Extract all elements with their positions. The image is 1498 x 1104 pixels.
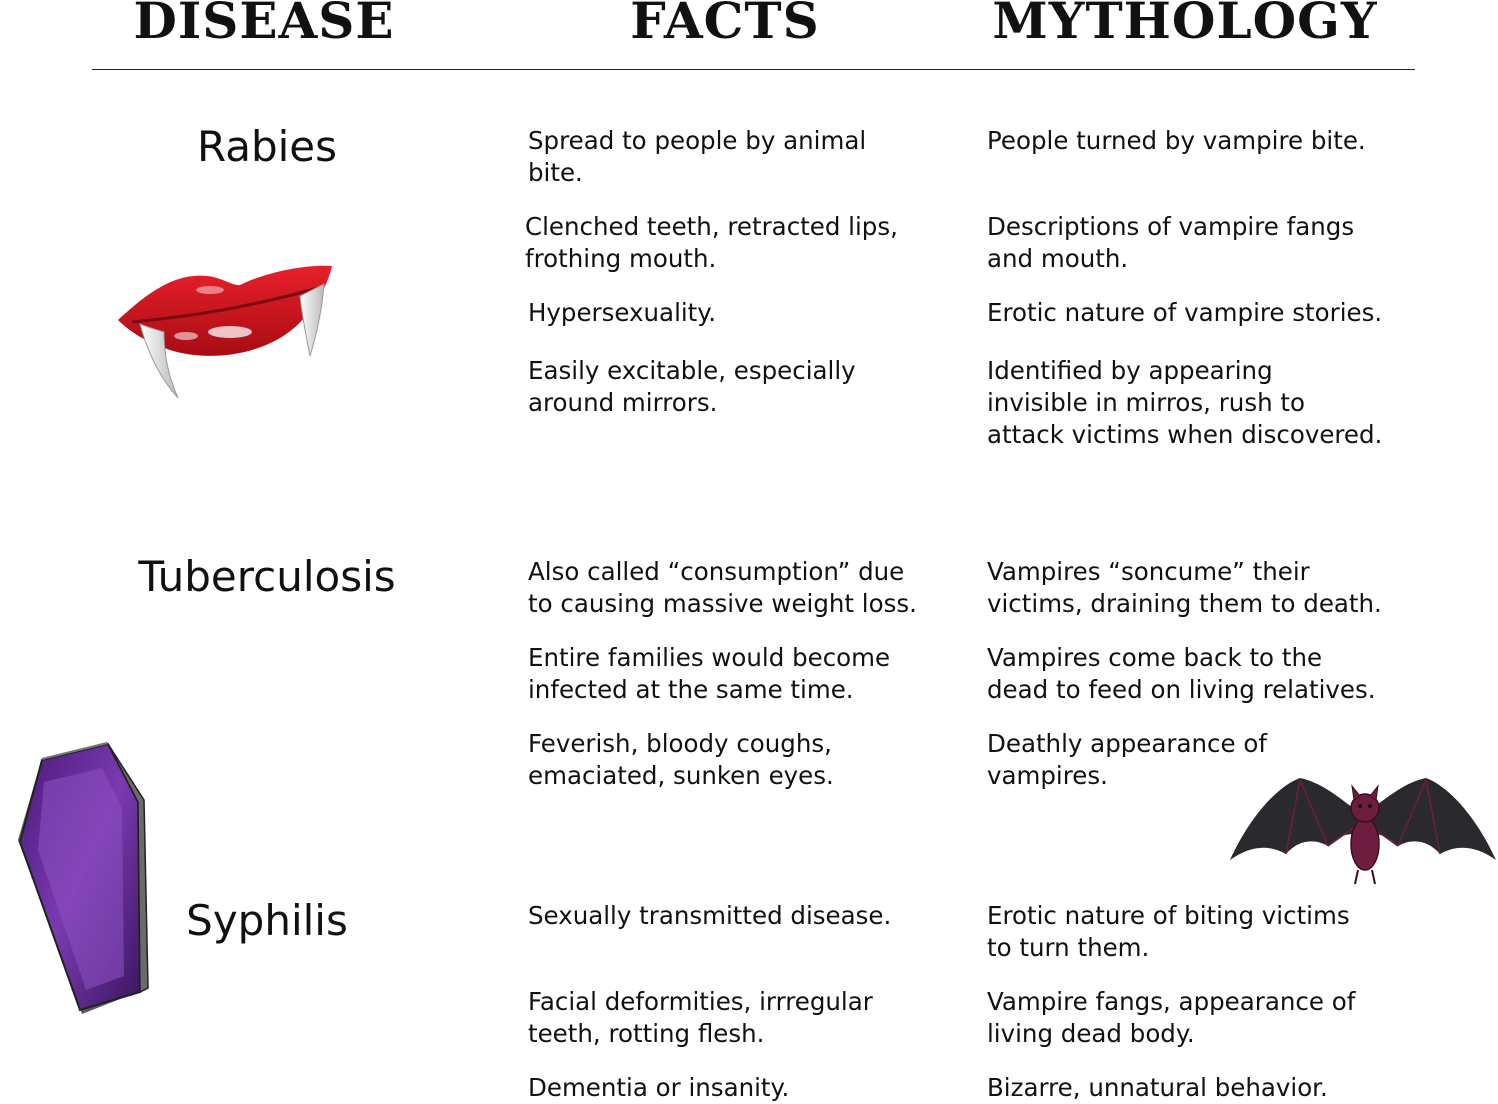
myth-cell: Vampires come back to the dead to feed on living relatives. (987, 643, 1376, 704)
header-disease: DISEASE (133, 0, 395, 50)
fact-cell: Clenched teeth, retracted lips, frothing mouth. (525, 212, 898, 273)
disease-name-syphilis: Syphilis (186, 896, 348, 945)
fact-cell: Hypersexuality. (528, 298, 717, 327)
disease-name-rabies: Rabies (196, 122, 338, 171)
myth-cell: Identified by appearing invisible in mirros, rush to attack victims when discovered. (987, 356, 1383, 449)
fact-cell: Easily excitable, especially around mirrors. (528, 356, 856, 417)
fact-cell: Entire families would become infected at the same time. (528, 643, 891, 704)
myth-cell: Erotic nature of biting victims to turn them. (987, 901, 1350, 962)
vampire-lips-icon (112, 258, 342, 403)
header-mythology: MYTHOLOGY (992, 0, 1378, 50)
bat-icon (1228, 776, 1498, 888)
myth-cell: Descriptions of vampire fangs and mouth. (987, 212, 1355, 273)
myth-cell: Bizarre, unnatural behavior. (987, 1073, 1328, 1102)
fact-cell: Feverish, bloody coughs, emaciated, sunken eyes. (528, 729, 834, 790)
header-divider (92, 69, 1415, 70)
myth-cell: Erotic nature of vampire stories. (987, 298, 1383, 327)
myth-cell: Vampire fangs, appearance of living dead body. (987, 987, 1356, 1048)
fact-cell: Also called “consumption” due to causing massive weight loss. (528, 557, 917, 618)
myth-cell: Deathly appearance of vampires. (987, 729, 1267, 790)
myth-cell: Vampires “soncume” their victims, draining them to death. (987, 557, 1382, 618)
disease-name-tuberculosis: Tuberculosis (138, 552, 396, 601)
fact-cell: Dementia or insanity. (528, 1073, 790, 1102)
coffin-icon (12, 738, 157, 1020)
fact-cell: Sexually transmitted disease. (528, 901, 892, 930)
myth-cell: People turned by vampire bite. (987, 126, 1366, 155)
header-facts: FACTS (630, 0, 820, 50)
fact-cell: Spread to people by animal bite. (528, 126, 867, 187)
fact-cell: Facial deformities, irrregular teeth, rotting flesh. (528, 987, 873, 1048)
